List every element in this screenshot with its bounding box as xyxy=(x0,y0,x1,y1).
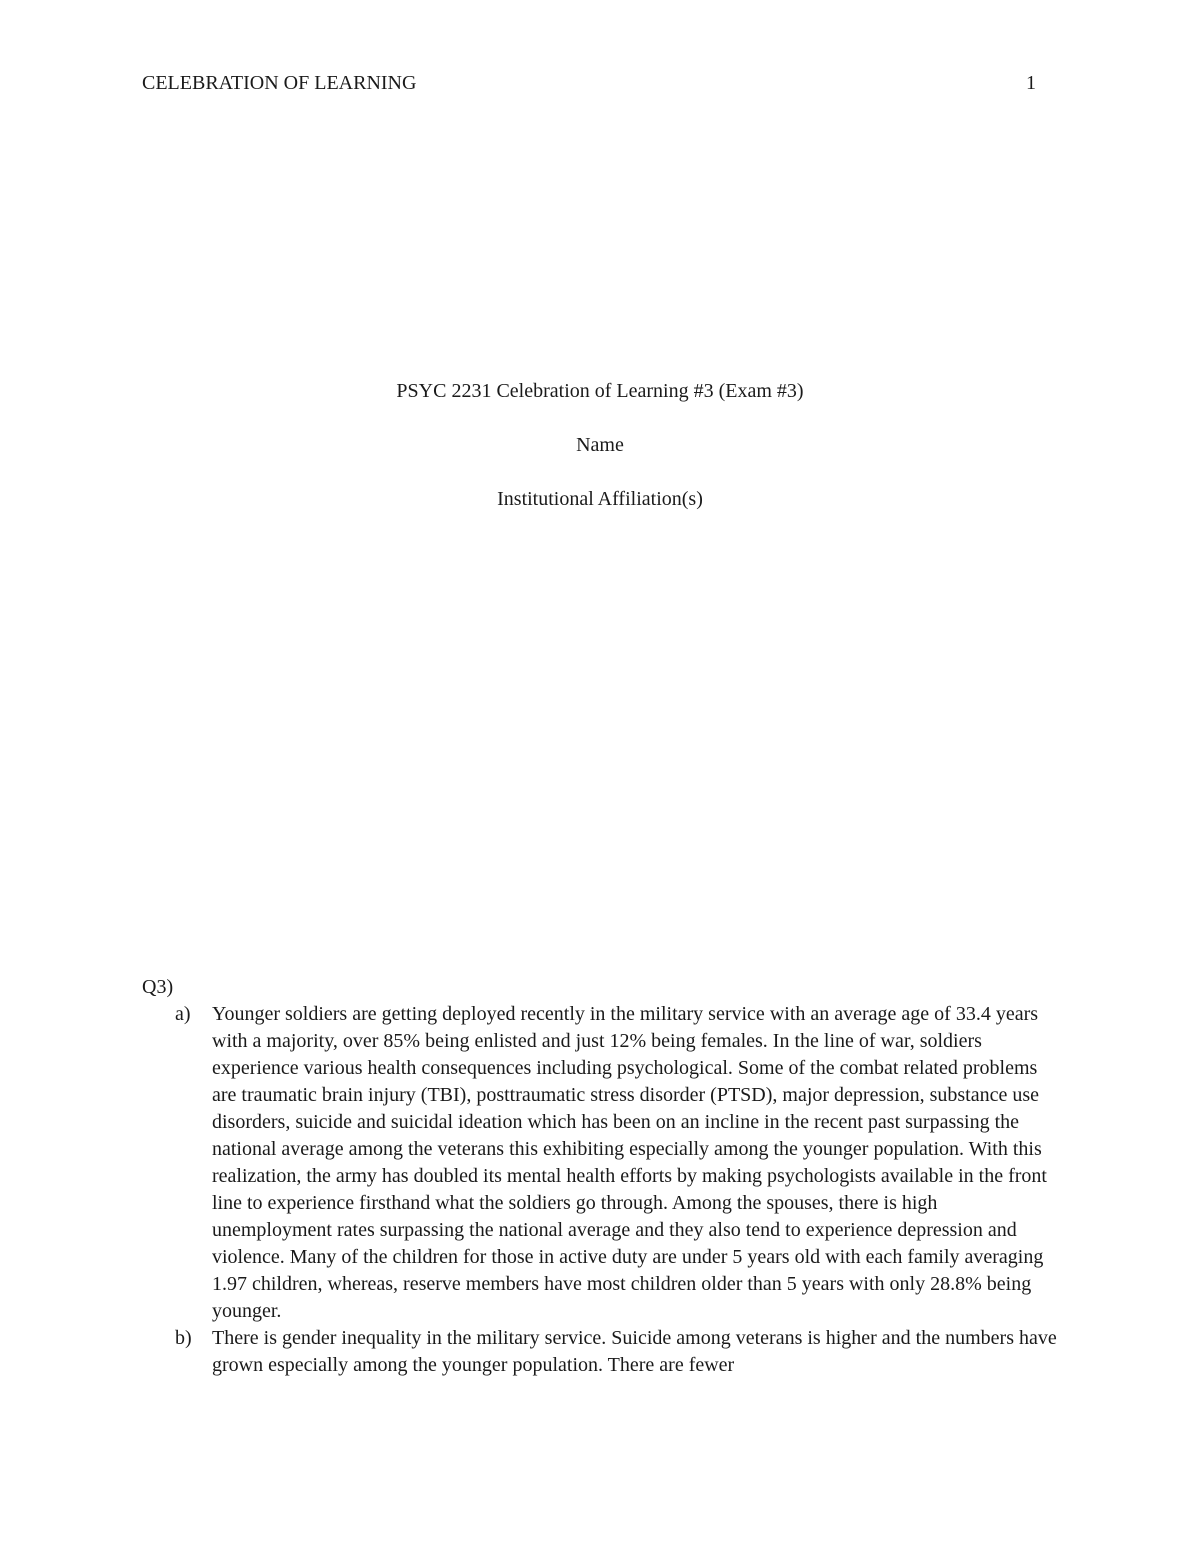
list-marker: a) xyxy=(175,1003,191,1025)
institutional-affiliation: Institutional Affiliation(s) xyxy=(497,488,703,510)
running-head: CELEBRATION OF LEARNING xyxy=(142,72,417,94)
answer-text: There is gender inequality in the military service. Suicide among veterans is higher and the numbers have grown especially among the younger population. There are fewer xyxy=(212,1327,1057,1376)
author-name: Name xyxy=(576,434,624,456)
paper-title: PSYC 2231 Celebration of Learning #3 (Exam #3) xyxy=(396,380,804,402)
question-label: Q3) xyxy=(142,976,174,998)
answer-item-b xyxy=(142,1325,1062,1379)
page-number: 1 xyxy=(1026,72,1036,94)
list-marker: b) xyxy=(175,1327,192,1349)
answer-item-a xyxy=(142,1001,1062,1325)
document-body xyxy=(142,974,1062,1379)
title-block xyxy=(0,378,1200,540)
answer-text: Younger soldiers are getting deployed recently in the military service with an average age of 33.4 years with a majority, over 85% being enlisted and just 12% being females. In the line of war, soldiers experience various health consequences including psychological. Some of the combat related problems are traumatic brain injury (TBI), posttraumatic stress disorder (PTSD), major depression, substance use disorders, suicide and suicidal ideation which has been on an incline in the recent past surpassing the national average among the veterans this exhibiting especially among the younger population. With this realization, the army has doubled its mental health efforts by making psychologists available in the front line to experience firsthand what the soldiers go through. Among the spouses, there is high unemployment rates surpassing the national average and they also tend to experience depression and violence. Many of the children for those in active duty are under 5 years old with each family averaging 1.97 children, whereas, reserve members have most children older than 5 years with only 28.8% being younger. xyxy=(212,1003,1047,1322)
